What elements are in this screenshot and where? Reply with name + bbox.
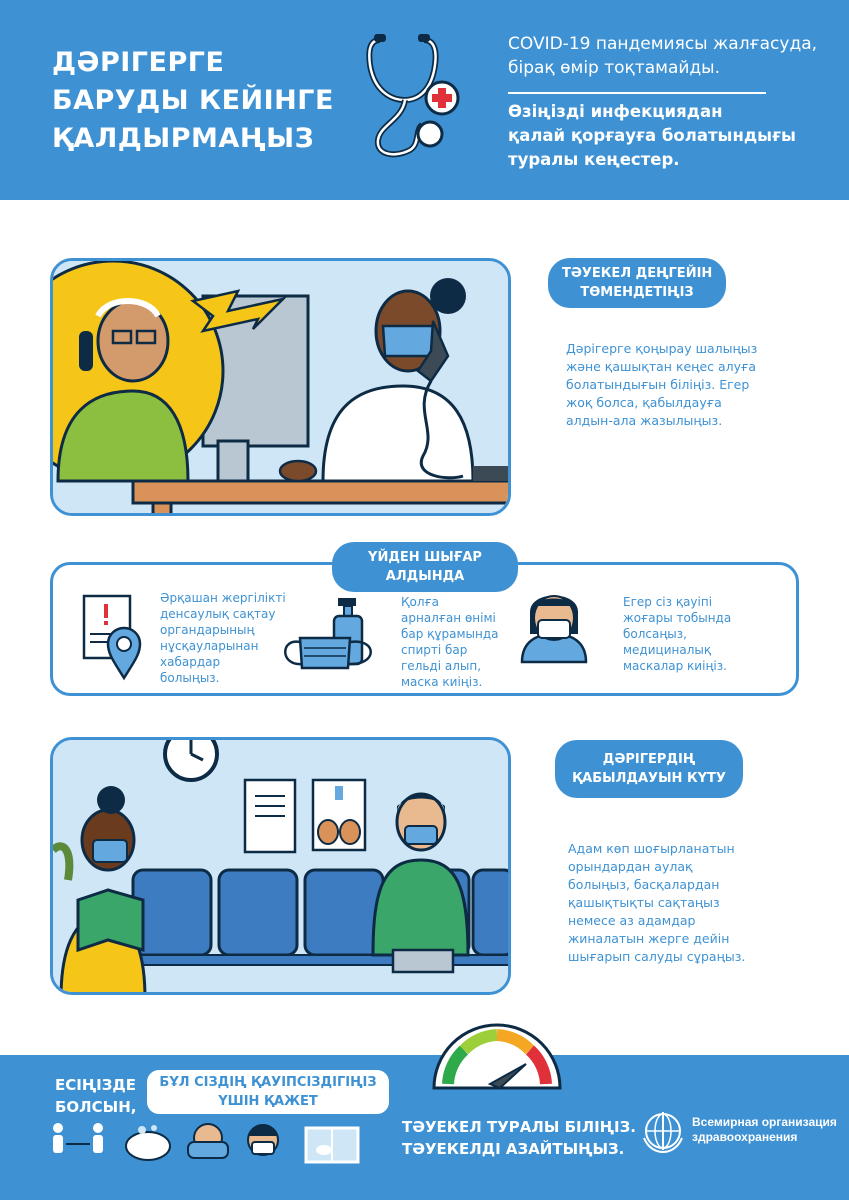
distance-icon [53,1123,103,1153]
prevention-icons-row [48,1120,368,1170]
waiting-room-illustration [50,737,511,995]
handwash-icon [126,1125,170,1160]
reduce-risk-text: Дәрігерге қоңырау шалыңыз және қашықтан кеңес алуға болатындығын біліңіз. Егер жоқ болса, қабылдауға алдын-ала жазылыңыз. [566,341,758,428]
waiting-room-image [53,740,511,995]
know-risk-text: ТӘУЕКЕЛ ТУРАЛЫ БІЛІҢІЗ. ТӘУЕКЕЛДІ АЗАЙТЫҢЫЗ. [402,1118,636,1158]
tip-sanitizer-mask: Қолға арналған өнімі бар құрамында спирті бар гельді алып, маска киіңіз. [401,595,499,689]
who-name: Всемирная организация здравоохранения [692,1115,837,1144]
call-doctor-illustration [50,258,511,516]
risk-gauge-icon [430,1018,564,1090]
sanitizer-mask-icon [278,596,386,676]
safety-pill: БҰЛ СІЗДІҢ ҚАУІПСІЗДІГІҢІЗ ҮШІН ҚАЖЕТ [147,1070,389,1114]
cough-elbow-icon [188,1124,228,1158]
tip-medical-mask: Егер сіз қауіпі жоғары тобында болсаңыз, медициналық маскалар киіңіз. [623,595,732,673]
mask-face-icon [248,1125,278,1155]
stethoscope-icon [360,30,470,170]
header-subtitle: COVID-19 пандемиясы жалғасуда, бірақ өмір тоқтамайды. [508,34,818,78]
wait-appointment-pill: ДӘРІГЕРДІҢ ҚАБЫЛДАУЫН КҮТУ [555,740,743,798]
ventilation-window-icon [306,1128,358,1162]
who-logo [640,1108,840,1154]
masked-person-icon [516,584,592,664]
wait-appointment-text: Адам көп шоғырланатын орындардан аулақ болыңыз, басқалардан қашықтықты сақтаңыз немесе аз адамдар жиналатын жерге дейін шығарып салуды сұраңыз. [568,841,746,964]
page-title: ДӘРІГЕРГЕ БАРУДЫ КЕЙІНГЕ ҚАЛДЫРМАҢЫЗ [52,47,334,154]
before-leaving-pill: ҮЙДЕН ШЫҒАР АЛДЫНДА [332,542,518,592]
tip-local-authorities: Әрқашан жергілікті денсаулық сақтау органдарының нұсқауларынан хабардар болыңыз. [160,591,286,685]
header-tips: Өзіңізді инфекциядан қалай қорғауға болатындығы туралы кеңестер. [508,102,796,169]
header-divider [508,92,766,94]
reduce-risk-pill: ТӘУЕКЕЛ ДЕҢГЕЙІН ТӨМЕНДЕТІҢІЗ [548,258,726,308]
remember-label: ЕСІҢІЗДЕ БОЛСЫН, [55,1076,137,1116]
call-scene-image [53,261,511,516]
location-document-icon [80,592,150,682]
who-emblem-icon [640,1108,686,1154]
header-banner [0,0,849,200]
